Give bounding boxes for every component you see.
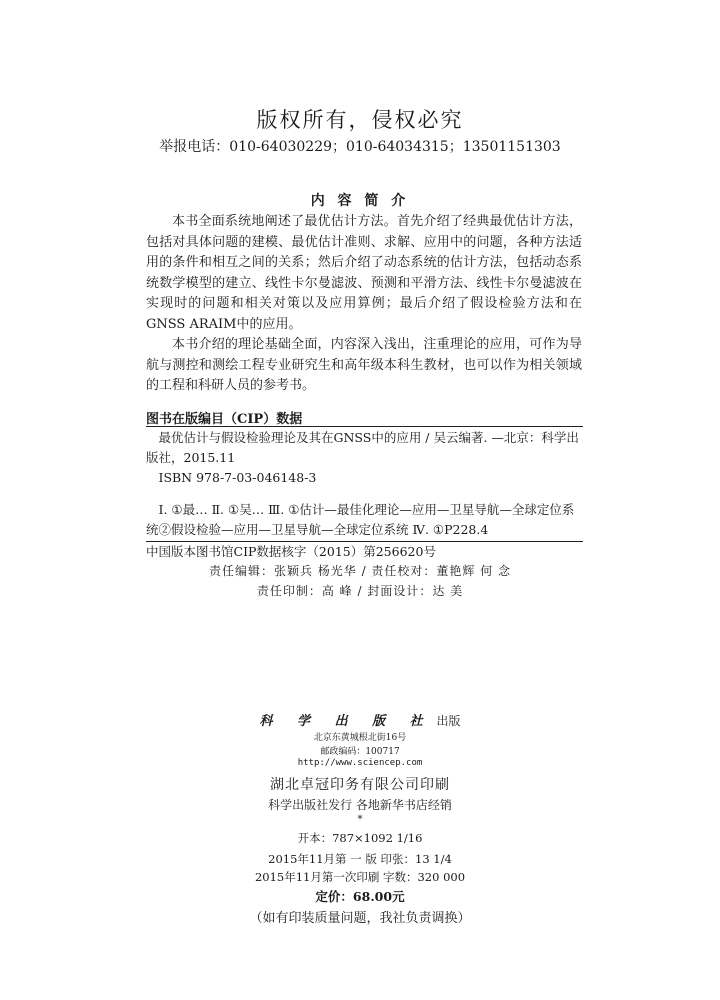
publisher-zip: 邮政编码：100717 (320, 747, 400, 757)
cip-isbn: ISBN 978-7-03-046148-3 (158, 470, 317, 485)
summary-paragraph-1: 本书全面系统地阐述了最优估计方法。首先介绍了经典最优估计方法，包括对具体问题的建模、最优估计准则、求解、应用中的问题，各种方法适用的条件和相互之间的关系；然后介绍了动态系统的估计方法，包括动态系统数学模型的建立、线性卡尔曼滤波、预测和平滑方法、线性卡尔曼滤波在实现时的问题和相关对策以及应用算例；最后介绍了假设检验方法和在GNSS ARAIM中的应用。 (146, 214, 582, 332)
quality-notice: （如有印装质量问题，我社负责调换） (249, 911, 471, 926)
edition-line: 2015年11月第 一 版 印张：13 1/4 (268, 852, 452, 866)
publisher-suffix: 出版 (436, 714, 461, 728)
cip-number: 中国版本图书馆CIP数据核字（2015）第256620号 (146, 544, 436, 559)
publisher-url: http://www.sciencep.com (297, 758, 423, 768)
distribution-line: 科学出版社发行 各地新华书店经销 (268, 798, 452, 812)
report-phone: 举报电话：010-64030229；010-64034315；13501151303 (159, 139, 561, 155)
publisher-line (0, 710, 720, 729)
printer-name: 湖北卓冠印务有限公司印刷 (270, 777, 450, 793)
separator-star: * (357, 814, 363, 825)
cip-catalog-entry: 最优估计与假设检验理论及其在GNSS中的应用 / 吴云编著. —北京：科学出版社，2015.11 (146, 430, 579, 465)
cip-record (146, 428, 583, 540)
printing-line: 2015年11月第一次印刷 字数：320 000 (254, 870, 466, 884)
summary-heading: 内 容 简 介 (310, 193, 410, 209)
summary-body (146, 212, 582, 397)
cip-top-rule (146, 426, 583, 427)
staff-editors: 责任编辑：张颖兵 杨光华 / 责任校对：董艳辉 何 念 (208, 564, 512, 578)
publisher-address: 北京东黄城根北街16号 (313, 733, 407, 743)
format-line: 开本：787×1092 1/16 (297, 831, 423, 845)
summary-paragraph-2: 本书介绍的理论基础全面，内容深入浅出，注重理论的应用，可作为导航与测控和测绘工程专业研究生和高年级本科生教材，也可以作为相关领域的工程和科研人员的参考书。 (146, 337, 582, 393)
price: 定价：68.00元 (315, 889, 405, 904)
publisher-logo-name: 科 学 出 版 社 (259, 714, 433, 729)
copyright-title: 版权所有，侵权必究 (256, 108, 464, 132)
cip-heading: 图书在版编目（CIP）数据 (146, 412, 303, 427)
cip-classification: Ⅰ. ①最… Ⅱ. ①吴… Ⅲ. ①估计—最佳化理论—应用—卫星导航—全球定位系统②假设检验—应用—卫星导航—全球定位系统 Ⅳ. ①P228.4 (146, 502, 575, 537)
staff-production: 责任印制：高 峰 / 封面设计：达 美 (256, 584, 464, 598)
